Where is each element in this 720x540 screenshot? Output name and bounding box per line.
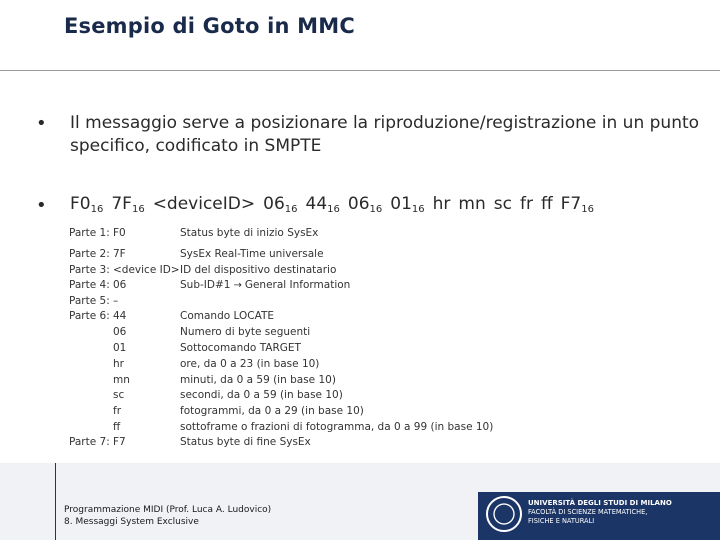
- part-label: Parte 4:: [69, 279, 110, 291]
- part-description-text: Status byte di fine SysEx: [180, 436, 311, 448]
- sequence-token-value: 06: [263, 194, 285, 214]
- sequence-token-base: 16: [284, 204, 298, 215]
- sequence-token: [390, 194, 424, 214]
- part-value: hr: [113, 358, 124, 370]
- part-description: [180, 326, 310, 338]
- sequence-token-value: 7F: [111, 194, 132, 214]
- university-name: UNIVERSITÀ DEGLI STUDI DI MILANO: [528, 499, 672, 507]
- sequence-token-value: ff: [540, 194, 553, 214]
- bullet-1-text: Il messaggio serve a posizionare la riproduzione/registrazione in un punto specifico, codificato in SMPTE: [70, 113, 700, 156]
- part-description: [180, 405, 364, 417]
- sequence-token: [111, 194, 144, 214]
- sequence-token-value: 06: [347, 194, 370, 214]
- sequence-token-value: sc: [493, 194, 512, 214]
- part-description: [180, 248, 324, 260]
- sequence-token: [433, 194, 451, 214]
- arrow-right-icon: →: [233, 280, 242, 291]
- part-value: fr: [113, 405, 122, 417]
- faculty-line-1: FACOLTÀ DI SCIENZE MATEMATICHE,: [528, 508, 648, 516]
- sequence-token-value: mn: [458, 194, 486, 214]
- part-description: [180, 310, 274, 322]
- part-label: Parte 2:: [69, 248, 110, 260]
- part-description-text: Comando LOCATE: [180, 310, 274, 322]
- part-value: ff: [113, 421, 121, 433]
- sequence-token: [70, 194, 103, 214]
- sequence-token-value: 01: [390, 194, 412, 214]
- part-value: <device ID>: [113, 264, 180, 276]
- part-description-text: ID del dispositivo destinatario: [180, 264, 337, 276]
- sequence-token-base: 16: [369, 204, 383, 215]
- faculty-line-2: FISICHE E NATURALI: [528, 517, 595, 525]
- sequence-token: [153, 194, 255, 214]
- part-value: F7: [113, 436, 126, 448]
- sysex-sequence: [70, 193, 700, 221]
- part-description: [180, 227, 318, 239]
- part-value: 44: [113, 310, 127, 322]
- part-description: [180, 264, 336, 276]
- sequence-token: [561, 194, 594, 214]
- sequence-token-base: 16: [411, 204, 425, 215]
- part-label: Parte 1:: [69, 227, 110, 239]
- sequence-token-value: 44: [305, 194, 328, 214]
- part-description-text: Numero di byte seguenti: [180, 326, 311, 338]
- part-description: [180, 436, 311, 448]
- sequence-token: [348, 194, 382, 214]
- part-value: –: [113, 295, 119, 307]
- sequence-token-base: 16: [90, 204, 104, 215]
- sequence-token: [458, 194, 485, 214]
- part-description-text: Sottocomando TARGET: [180, 342, 301, 354]
- part-description: [180, 342, 301, 354]
- part-label: Parte 3:: [69, 264, 110, 276]
- part-value: sc: [113, 389, 125, 401]
- part-description-extra: General Information: [244, 279, 351, 291]
- part-description: [180, 358, 319, 370]
- sequence-token: [494, 194, 512, 214]
- footer-chapter: 8. Messaggi System Exclusive: [64, 517, 199, 527]
- part-description-text: minuti, da 0 a 59 (in base 10): [180, 374, 336, 386]
- part-description: [180, 421, 493, 433]
- sequence-token-value: <deviceID>: [152, 194, 256, 214]
- sequence-token: [541, 194, 553, 214]
- sequence-token-value: F0: [70, 194, 91, 214]
- part-value: 01: [113, 342, 127, 354]
- footer-text: [64, 504, 271, 528]
- university-seal-icon: [486, 496, 522, 532]
- sequence-token-base: 16: [581, 204, 594, 215]
- bullet-2-marker: •: [36, 195, 47, 216]
- part-description-text: ore, da 0 a 23 (in base 10): [180, 358, 320, 370]
- sequence-token-value: fr: [519, 194, 533, 214]
- footer-course: Programmazione MIDI (Prof. Luca A. Ludovico): [64, 505, 272, 515]
- part-value: 06: [113, 326, 127, 338]
- sequence-token: [520, 194, 533, 214]
- part-description-text: Sub-ID#1: [180, 279, 231, 291]
- sequence-token-base: 16: [327, 204, 340, 215]
- part-description: [180, 279, 350, 291]
- part-label: Parte 5:: [69, 295, 110, 307]
- bullet-1-marker: •: [36, 113, 47, 134]
- part-description-text: sottoframe o frazioni di fotogramma, da 0 a 99 (in base 10): [180, 421, 494, 433]
- university-text: [528, 499, 672, 526]
- sequence-token: [306, 194, 340, 214]
- part-description-text: SysEx Real-Time universale: [180, 248, 324, 260]
- part-value: 7F: [113, 248, 126, 260]
- sequence-token-value: hr: [432, 194, 451, 214]
- part-label: Parte 6:: [69, 310, 110, 322]
- sequence-token-base: 16: [131, 204, 145, 215]
- part-description: [180, 374, 336, 386]
- footer-accent-line: [55, 463, 56, 540]
- part-description-text: fotogrammi, da 0 a 29 (in base 10): [180, 405, 364, 417]
- part-description: [180, 389, 343, 401]
- sequence-token: [263, 194, 297, 214]
- title-divider: [0, 70, 720, 71]
- part-description-text: Status byte di inizio SysEx: [180, 227, 319, 239]
- part-label: Parte 7:: [69, 436, 110, 448]
- part-value: mn: [113, 374, 130, 386]
- slide-title: Esempio di Goto in MMC: [64, 14, 355, 38]
- part-value: 06: [113, 279, 127, 291]
- part-description-text: secondi, da 0 a 59 (in base 10): [180, 389, 343, 401]
- part-value: F0: [113, 227, 126, 239]
- sequence-token-value: F7: [560, 194, 582, 214]
